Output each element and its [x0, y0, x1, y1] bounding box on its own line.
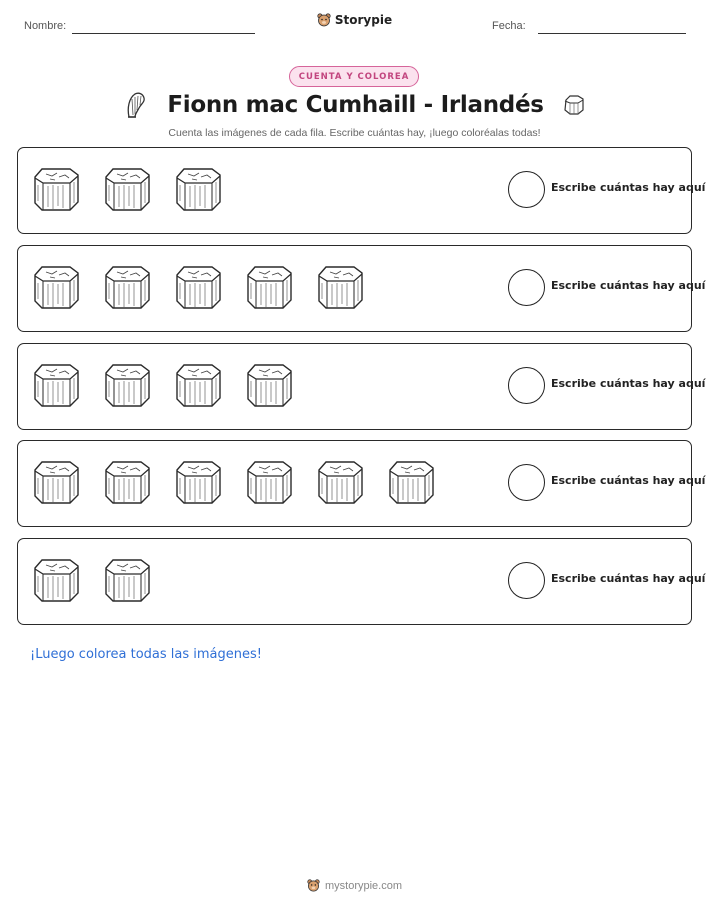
- answer-circle[interactable]: [508, 269, 545, 306]
- name-line[interactable]: [72, 33, 255, 34]
- count-row-4: [17, 440, 706, 527]
- row-items: [30, 263, 367, 311]
- basalt-column-icon: [101, 361, 154, 409]
- storypie-bear-icon: [307, 879, 320, 892]
- basalt-column-icon: [30, 263, 83, 311]
- answer-label: Escribe cuántas hay aquí: [551, 474, 706, 487]
- footer-site: mystorypie.com: [324, 879, 403, 892]
- basalt-column-icon: [385, 458, 438, 506]
- answer-label: Escribe cuántas hay aquí: [551, 377, 706, 390]
- basalt-column-icon: [101, 556, 154, 604]
- answer-label: Escribe cuántas hay aquí: [551, 279, 706, 292]
- basalt-column-icon: [243, 361, 296, 409]
- count-row-1: [17, 147, 706, 234]
- answer-label: Escribe cuántas hay aquí: [551, 181, 706, 194]
- title-row: [0, 90, 709, 120]
- answer-circle[interactable]: [508, 464, 545, 501]
- harp-icon: [123, 90, 149, 120]
- basalt-column-icon: [172, 263, 225, 311]
- basalt-column-icon: [243, 458, 296, 506]
- row-items: [30, 361, 296, 409]
- basalt-column-icon: [101, 263, 154, 311]
- basalt-column-icon: [314, 263, 367, 311]
- instructions: Cuenta las imágenes de cada fila. Escribe cuántas hay, ¡luego coloréalas todas!: [168, 127, 541, 139]
- storypie-bear-icon: [317, 13, 331, 27]
- page-title: Fionn mac Cumhaill - Irlandés: [167, 92, 544, 118]
- count-row-3: [17, 343, 706, 430]
- brand-name: Storypie: [334, 13, 393, 27]
- count-row-2: [17, 245, 706, 332]
- answer-circle[interactable]: [508, 562, 545, 599]
- basalt-column-icon: [30, 458, 83, 506]
- answer-circle[interactable]: [508, 171, 545, 208]
- row-items: [30, 458, 438, 506]
- basalt-column-icon: [30, 556, 83, 604]
- date-label: Fecha:: [492, 20, 526, 32]
- basalt-column-icon: [101, 165, 154, 213]
- basalt-column-icon: [30, 165, 83, 213]
- stone-icon: [562, 94, 586, 116]
- basalt-column-icon: [314, 458, 367, 506]
- basalt-column-icon: [243, 263, 296, 311]
- name-label: Nombre:: [24, 20, 67, 32]
- date-line[interactable]: [538, 33, 686, 34]
- basalt-column-icon: [172, 165, 225, 213]
- footer: [0, 879, 709, 892]
- basalt-column-icon: [30, 361, 83, 409]
- answer-label: Escribe cuántas hay aquí: [551, 572, 706, 585]
- basalt-column-icon: [172, 458, 225, 506]
- count-row-5: [17, 538, 706, 625]
- row-items: [30, 165, 225, 213]
- activity-badge: CUENTA Y COLOREA: [289, 66, 419, 87]
- basalt-column-icon: [101, 458, 154, 506]
- answer-circle[interactable]: [508, 367, 545, 404]
- color-instruction: ¡Luego colorea todas las imágenes!: [30, 647, 262, 662]
- basalt-column-icon: [172, 361, 225, 409]
- row-items: [30, 556, 154, 604]
- brand: [0, 13, 709, 27]
